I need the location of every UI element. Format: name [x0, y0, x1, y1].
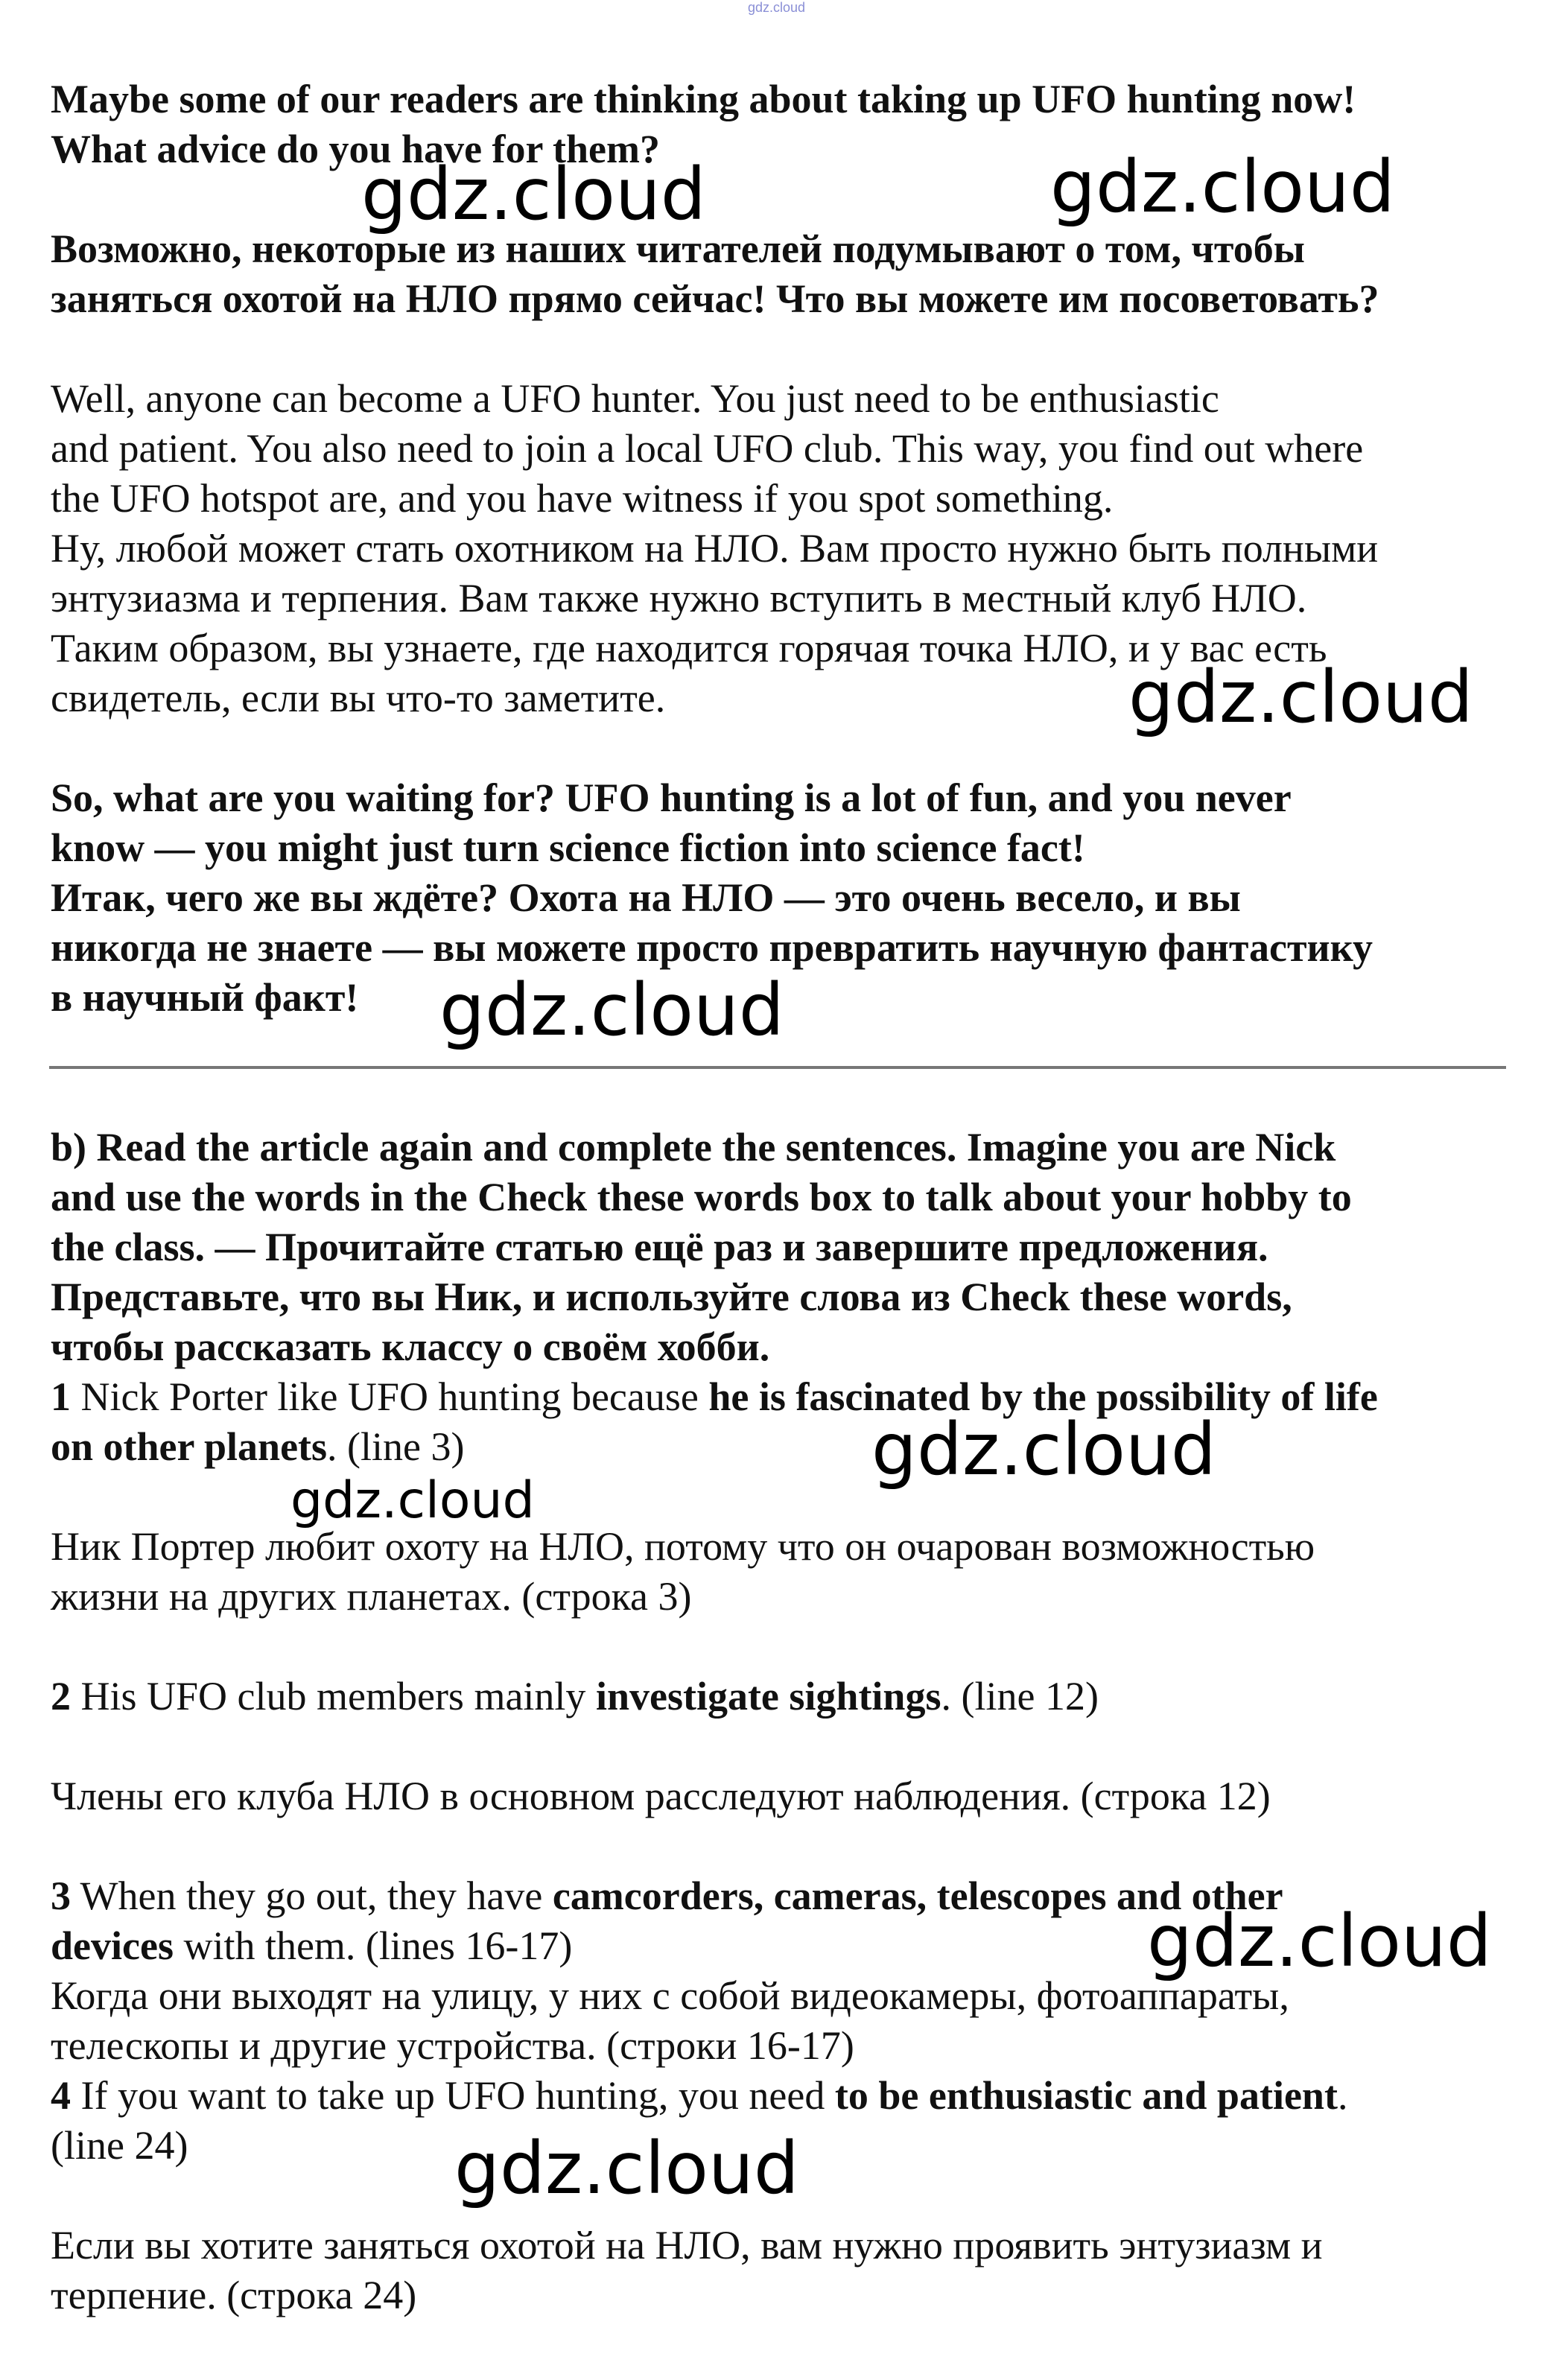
watermark: gdz.cloud	[1050, 145, 1395, 229]
closing-ru: Итак, чего же вы ждёте? Охота на НЛО — это очень весело, и вы никогда не знаете — вы можете просто превратить научную фантастику в научный факт!	[51, 875, 1373, 1020]
watermark: gdz.cloud	[290, 1471, 535, 1530]
top-watermark: gdz.cloud	[747, 0, 806, 15]
watermark: gdz.cloud	[454, 2127, 799, 2210]
watermark: gdz.cloud	[1147, 1900, 1492, 1983]
watermark: gdz.cloud	[439, 968, 784, 1052]
answer-en: Well, anyone can become a UFO hunter. You just need to be enthusiastic and patient. You also need to join a local UFO club. This way, you find out where the UFO hotspot are, and you have witness if you spot something.	[51, 376, 1364, 521]
item-1-ru: Ник Портер любит охоту на НЛО, потому что он очарован возможностью жизни на других планетах. (строка 3)	[51, 1524, 1315, 1619]
item-3-ru: Когда они выходят на улицу, у них с собой видеокамеры, фотоаппараты, телескопы и другие устройства. (строки 16-17)	[51, 1973, 1289, 2068]
item-2-ru: Члены его клуба НЛО в основном расследуют наблюдения. (строка 12)	[51, 1774, 1271, 1818]
item-3-en: 3 When they go out, they have camcorders, cameras, telescopes and other devices with them. (lines 16-17)	[51, 1873, 1283, 1968]
item-4-en: 4 If you want to take up UFO hunting, you need to be enthusiastic and patient. (line 24)	[51, 2073, 1348, 2168]
closing-en: So, what are you waiting for? UFO hunting is a lot of fun, and you never know — you might just turn science fiction into science fact!	[51, 775, 1292, 870]
item-4-ru: Если вы хотите заняться охотой на НЛО, вам нужно проявить энтузиазм и терпение. (строка 24)	[51, 2223, 1323, 2317]
watermark: gdz.cloud	[871, 1408, 1216, 1491]
task-b-instruction: b) Read the article again and complete the sentences. Imagine you are Nick and use the words in the Check these words box to talk about your hobby to the class. — Прочитайте статью ещё раз и завершите предложения. Представьте, что вы Ник, и используйте слова из Check these words, чтобы рассказать классу о своём хобби.	[51, 1125, 1352, 1369]
question-ru: Возможно, некоторые из наших читателей подумывают о том, чтобы заняться охотой на НЛО прямо сейчас! Что вы можете им посоветовать?	[51, 226, 1379, 321]
answer-ru: Ну, любой может стать охотником на НЛО. Вам просто нужно быть полными энтузиазма и терпения. Вам также нужно вступить в местный клуб НЛО. Таким образом, вы узнаете, где находится горячая точка НЛО, и у вас есть свидетель, если вы что-то заметите.	[51, 526, 1379, 720]
section-divider	[49, 1066, 1506, 1069]
question-en: Maybe some of our readers are thinking about taking up UFO hunting now! What advice do you have for them?	[51, 77, 1356, 171]
watermark: gdz.cloud	[1128, 656, 1473, 739]
watermark: gdz.cloud	[361, 153, 706, 236]
item-1-en: 1 Nick Porter like UFO hunting because he is fascinated by the possibility of life on other planets. (line 3)	[51, 1374, 1378, 1469]
item-2-en: 2 His UFO club members mainly investigate sightings. (line 12)	[51, 1674, 1099, 1719]
